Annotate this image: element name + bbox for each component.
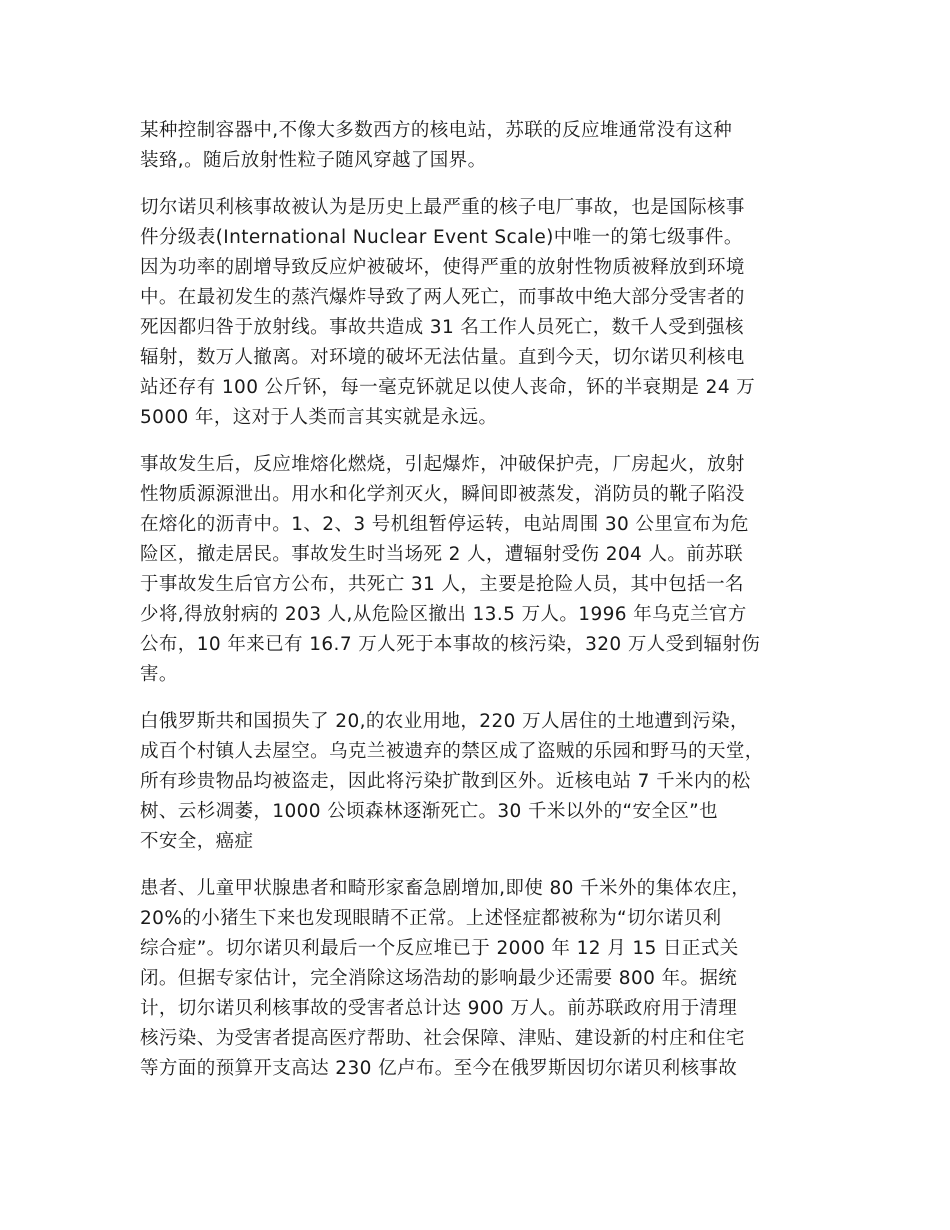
paragraph — [140, 193, 830, 433]
text-line: 险区，撤走居民。事故发生时当场死 2 人，遭辐射受伤 204 人。前苏联 — [140, 544, 744, 565]
paragraph — [140, 450, 830, 690]
text-line: 于事故发生后官方公布，共死亡 31 人，主要是抢险人员，其中包括一名 — [140, 574, 744, 595]
text-line: 装臵,。随后放射性粒子随风穿越了国界。 — [140, 150, 487, 171]
text-line: 中。在最初发生的蒸汽爆炸导致了两人死亡，而事故中绝大部分受害者的 — [140, 287, 745, 308]
text-line: 树、云杉凋萎，1000 公顷森林逐渐死亡。30 千米以外的“安全区”也 — [140, 801, 719, 822]
text-line: 站还存有 100 公斤钚，每一毫克钚就足以使人丧命，钚的半衰期是 24 万 — [140, 377, 756, 398]
text-line: 计，切尔诺贝利核事故的受害者总计达 900 万人。前苏联政府用于清理 — [140, 998, 738, 1019]
text-line: 某种控制容器中,不像大多数西方的核电站，苏联的反应堆通常没有这种 — [140, 120, 733, 141]
text-line: 切尔诺贝利核事故被认为是历史上最严重的核子电厂事故，也是国际核事 — [140, 197, 745, 218]
text-line: 成百个村镇人去屋空。乌克兰被遗弃的禁区成了盗贼的乐园和野马的天堂， — [140, 741, 764, 762]
text-line: 20%的小猪生下来也发现眼睛不正常。上述怪症都被称为“切尔诺贝利 — [140, 908, 722, 929]
text-line: 患者、儿童甲状腺患者和畸形家畜急剧增加,即使 80 千米外的集体农庄， — [140, 878, 751, 899]
text-line: 综合症”。切尔诺贝利最后一个反应堆已于 2000 年 12 月 15 日正式关 — [140, 938, 739, 959]
text-line: 等方面的预算开支高达 230 亿卢布。至今在俄罗斯因切尔诺贝利核事故 — [140, 1058, 738, 1079]
text-line: 少将,得放射病的 203 人,从危险区撤出 13.5 万人。1996 年乌克兰官方 — [140, 604, 747, 625]
text-line: 在熔化的沥青中。1、2、3 号机组暂停运转，电站周围 30 公里宣布为危 — [140, 514, 749, 535]
text-line: 白俄罗斯共和国损失了 20,的农业用地，220 万人居住的土地遭到污染， — [140, 711, 749, 732]
document-body — [140, 116, 830, 1101]
paragraph — [140, 116, 830, 176]
paragraph — [140, 874, 830, 1084]
text-line: 不安全，癌症 — [140, 831, 254, 852]
paragraph — [140, 707, 830, 857]
text-line: 闭。但据专家估计，完全消除这场浩劫的影响最少还需要 800 年。据统 — [140, 968, 738, 989]
text-line: 核污染、为受害者提高医疗帮助、社会保障、津贴、建设新的村庄和住宅 — [140, 1028, 745, 1049]
text-line: 因为功率的剧增导致反应炉被破坏，使得严重的放射性物质被释放到环境 — [140, 257, 745, 278]
text-line: 所有珍贵物品均被盗走，因此将污染扩散到区外。近核电站 7 千米内的松 — [140, 771, 751, 792]
text-line: 件分级表(International Nuclear Event Scale)中唯一的第七级事件。 — [140, 227, 743, 248]
text-line: 害。 — [140, 664, 178, 685]
text-line: 事故发生后，反应堆熔化燃烧，引起爆炸，冲破保护壳，厂房起火，放射 — [140, 454, 745, 475]
text-line: 5000 年，这对于人类而言其实就是永远。 — [140, 407, 498, 428]
text-line: 辐射，数万人撤离。对环境的破坏无法估量。直到今天，切尔诺贝利核电 — [140, 347, 745, 368]
text-line: 死因都归咎于放射线。事故共造成 31 名工作人员死亡，数千人受到强核 — [140, 317, 744, 338]
text-line: 公布，10 年来已有 16.7 万人死于本事故的核污染，320 万人受到辐射伤 — [140, 634, 761, 655]
text-line: 性物质源源泄出。用水和化学剂灭火，瞬间即被蒸发，消防员的靴子陷没 — [140, 484, 745, 505]
